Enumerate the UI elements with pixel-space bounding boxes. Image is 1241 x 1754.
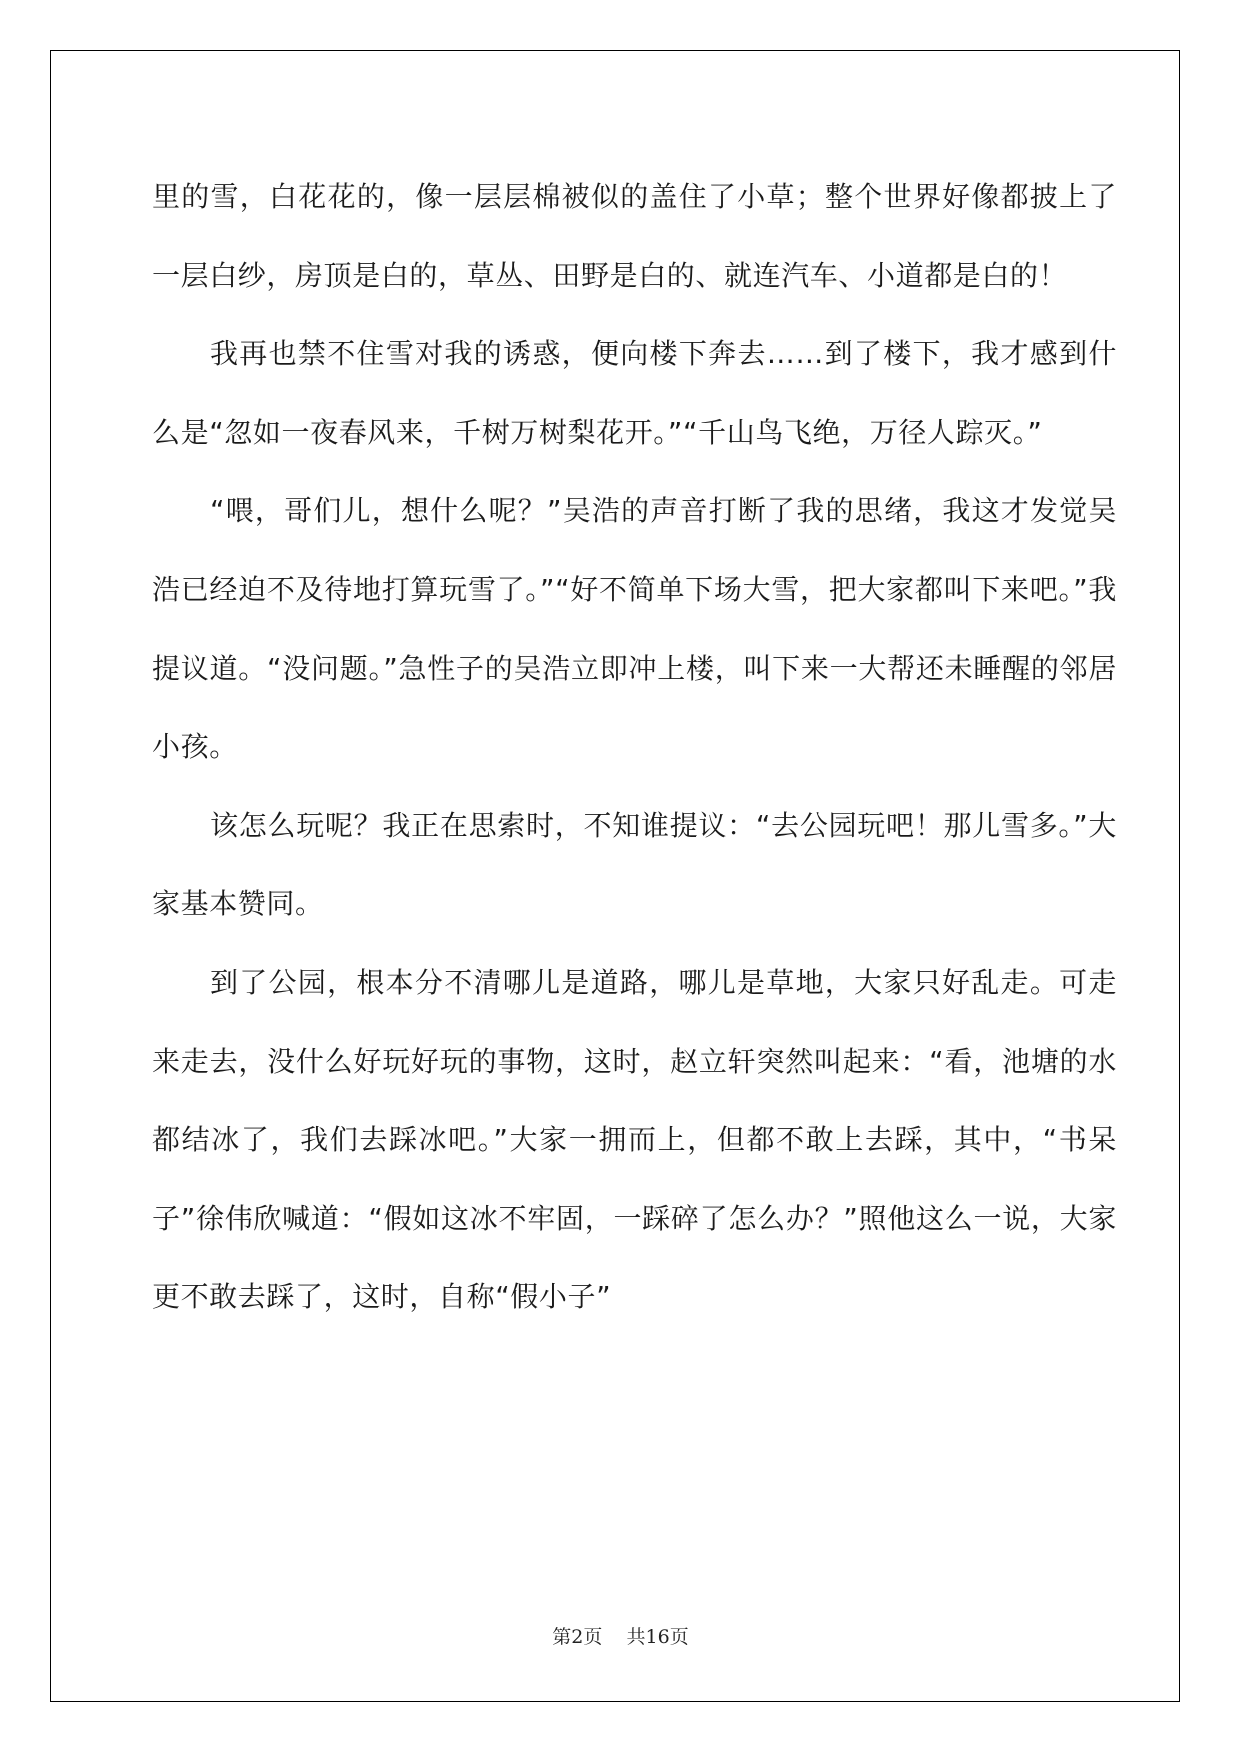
page-number: 第2页 bbox=[552, 1626, 603, 1648]
paragraph-1: 里的雪，白花花的，像一层层棉被似的盖住了小草；整个世界好像都披上了一层白纱，房顶是白的，草丛、田野是白的、就连汽车、小道都是白的！ bbox=[152, 180, 1117, 292]
page-total: 共16页 bbox=[626, 1626, 689, 1648]
page-footer bbox=[0, 1622, 1241, 1649]
paragraph-3: “喂，哥们儿，想什么呢？”吴浩的声音打断了我的思绪，我这才发觉吴浩已经迫不及待地打算玩雪了。”“好不简单下场大雪，把大家都叫下来吧。”我提议道。“没问题。”急性子的吴浩立即冲上楼，叫下来一大帮还未睡醒的邻居小孩。 bbox=[152, 494, 1117, 764]
paragraph-2: 我再也禁不住雪对我的诱惑，便向楼下奔去……到了楼下，我才感到什么是“忽如一夜春风来，千树万树梨花开。”“千山鸟飞绝，万径人踪灭。” bbox=[152, 337, 1117, 449]
paragraph-4: 该怎么玩呢？我正在思索时，不知谁提议：“去公园玩吧！那儿雪多。”大家基本赞同。 bbox=[152, 808, 1117, 921]
document-body bbox=[152, 158, 1117, 1337]
paragraph-5: 到了公园，根本分不清哪儿是道路，哪儿是草地，大家只好乱走。可走来走去，没什么好玩好玩的事物，这时，赵立轩突然叫起来：“看，池塘的水都结冰了，我们去踩冰吧。”大家一拥而上，但都不敢上去踩，其中，“书呆子”徐伟欣喊道：“假如这冰不牢固，一踩碎了怎么办？”照他这么一说，大家更不敢去踩了，这时，自称“假小子” bbox=[152, 965, 1117, 1314]
